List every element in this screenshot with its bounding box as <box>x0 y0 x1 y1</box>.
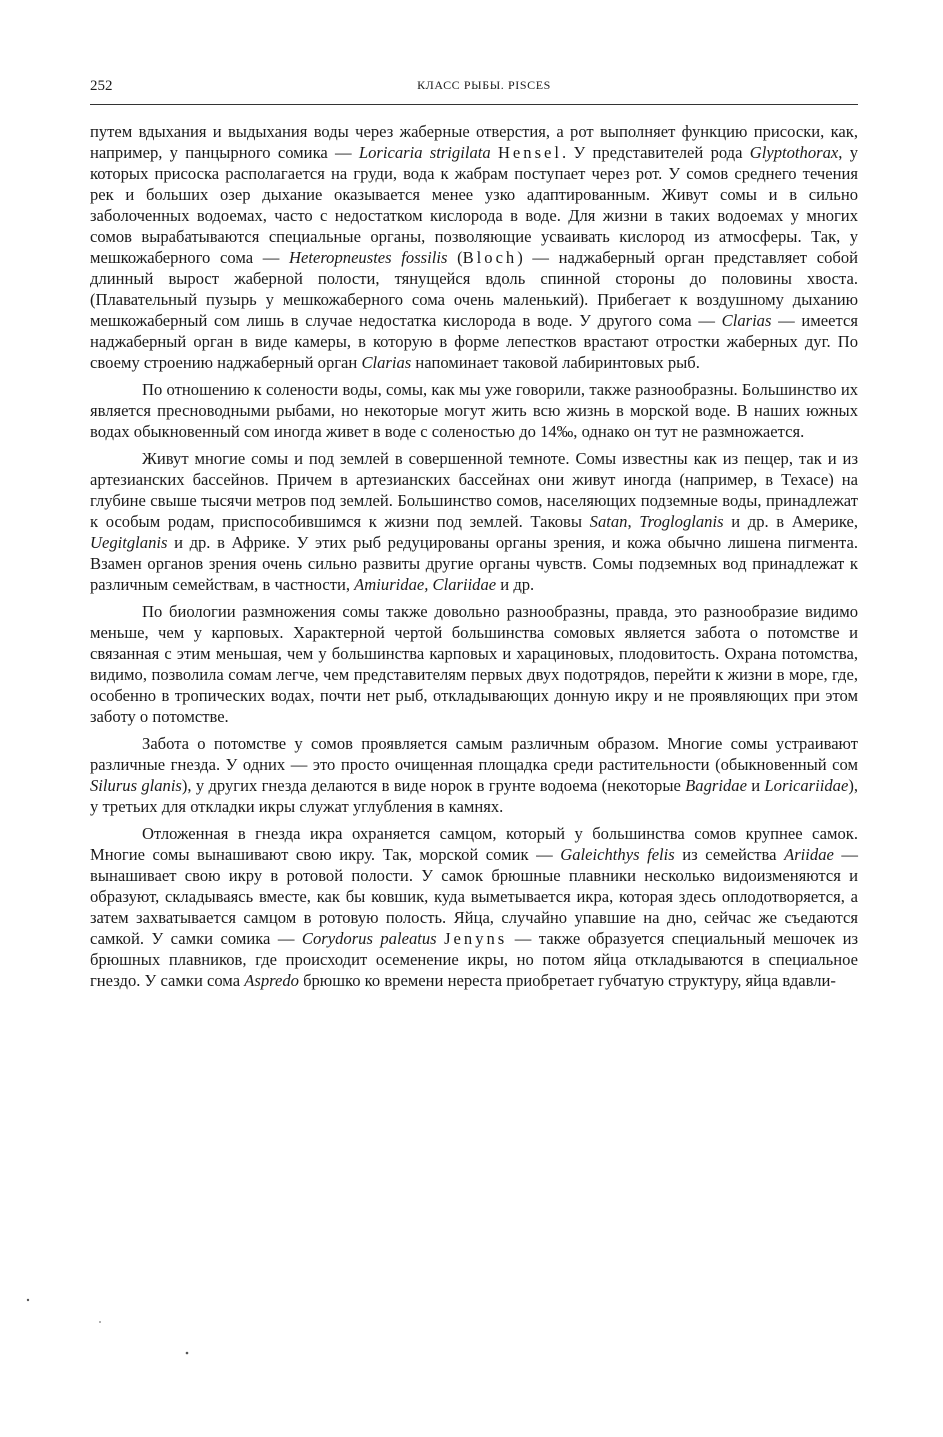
latin-name: Galeichthys felis <box>560 845 675 864</box>
latin-name: Ariidae <box>784 845 834 864</box>
author-name: Jenyns <box>444 929 508 948</box>
text-run <box>491 143 498 162</box>
text-run: , <box>627 512 640 531</box>
text-run: — также образуется специальный мешочек из брюшных плавников, где происходит осеменение икры, но потом яйца откладываются в специальное гнездо. У самки сома <box>90 929 858 990</box>
latin-name: Uegitglanis <box>90 533 168 552</box>
text-run: напоминает таковой лабиринтовых рыб. <box>411 353 700 372</box>
text-run: ), у третьих для откладки икры служат углубления в камнях. <box>90 776 859 816</box>
text-run: и др. в Америке, <box>723 512 858 531</box>
text-run: — вынашивает свою икру в ротовой полости. У самок брюшные плавники несколько видоизменяются и образуют, складываясь вместе, как бы ковшик, куда выметывается икра, которая здесь оплодотворяется, а затем захватывается самцом в ротовую полость. Яйца, случайно упавшие на дно, сейчас же съедаются самкой. У самки сомика — <box>90 845 858 948</box>
text-run: ( <box>447 248 463 267</box>
text-run: . У представителей рода <box>562 143 750 162</box>
latin-name: Loricariidae <box>764 776 849 795</box>
text-run <box>437 929 444 948</box>
text-run: ), у других гнезда делаются в виде норок в грунте водоема (некоторые <box>181 776 686 795</box>
header-rule <box>90 104 858 105</box>
text-run: и <box>746 776 765 795</box>
latin-name: Heteropneustes fossilis <box>289 248 448 267</box>
text-run: Забота о потомстве у сомов проявляется самым различным образом. Многие сомы устраивают различные гнезда. У одних — это просто очищенная площадка среди растительности (обыкновенный сом <box>90 734 858 774</box>
paragraph <box>90 448 858 595</box>
text-run: брюшко ко времени нереста приобретает губчатую структуру, яйца вдавли- <box>298 971 836 990</box>
latin-name: Amiuridae, Clariidae <box>354 575 497 594</box>
text-run: и др. в Африке. У этих рыб редуцированы органы зрения, и кожа обычно лишена пигмента. Взамен органов зрения очень сильно развиты другие органы чувств. Сомы подземных вод принадлежат к различным семействам, в частности, <box>90 533 858 594</box>
paragraph <box>90 121 858 373</box>
text-run: По отношению к солености воды, сомы, как мы уже говорили, также разнообразны. Большинство их является пресноводными рыбами, но некоторые могут жить всю жизнь в морской воде. В наших южных водах обыкновенный сом иногда живет в воде с соленостью до 14‰, однако он тут не размножается. <box>90 380 858 441</box>
text-run: По биологии размножения сомы также довольно разнообразны, правда, это разнообразие видимо меньше, чем у карповых. Характерной чертой большинства сомовых является забота о потомстве и связанная с этим меньшая, чем у большинства карповых и харациновых, плодовитость. Охрана потомства, видимо, позволила сомам легче, чем представителям первых двух подотрядов, перейти к жизни в море, где, особенно в тропических водах, почти нет рыб, откладывающих донную икру и не проявляющих при этом заботу о потомстве. <box>90 602 858 726</box>
latin-name: Loricaria strigilata <box>358 143 491 162</box>
book-page <box>90 78 858 991</box>
latin-name: Trogloglanis <box>639 512 724 531</box>
latin-name: Bagridae <box>685 776 747 795</box>
body-text <box>90 121 858 991</box>
paragraph <box>90 733 858 817</box>
latin-name: Aspredo <box>244 971 299 990</box>
latin-name: Clarias <box>721 311 772 330</box>
author-name: Hensel <box>497 143 563 162</box>
latin-name: Silurus glanis <box>90 776 182 795</box>
latin-name: Clarias <box>361 353 412 372</box>
text-run: — имеется наджаберный орган в виде камеры, в которую в форме лепестков врастают отростки жаберных дуг. По своему строению наджаберный орган <box>90 311 858 372</box>
latin-name: Satan <box>589 512 628 531</box>
text-run: Отложенная в гнезда икра охраняется самцом, который у большинства сомов крупнее самок. Многие сомы вынашивают свою икру. Так, морской сомик — <box>90 824 858 864</box>
speck <box>99 1321 101 1323</box>
author-name: Bloch <box>462 248 518 267</box>
speck <box>186 1352 189 1355</box>
running-title: КЛАСС РЫБЫ. PISCES <box>417 78 551 92</box>
paragraph <box>90 601 858 727</box>
latin-name: Glyptothorax <box>749 143 839 162</box>
text-run: Живут многие сомы и под землей в совершенной темноте. Сомы известны как из пещер, так и из артезианских бассейнов. Причем в артезианских бассейнах они живут иногда (например, в Техасе) на глубине свыше тысячи метров под землей. Большинство сомов, населяющих подземные воды, принадлежат к особым родам, приспособившимся к жизни под землей. Таковы <box>90 449 858 531</box>
latin-name: Corydorus paleatus <box>301 929 437 948</box>
paragraph <box>90 823 858 991</box>
page-number: 252 <box>90 78 113 94</box>
speck <box>27 1299 29 1301</box>
text-run: , у которых присоска располагается на груди, вода к жабрам поступает через рот. У сомов среднего течения рек и больших озер дыхание оказывается менее узко адаптированным. Живут сомы и в сильно заболоченных водоемах, часто с недостатком кислорода в воде. Для жизни в таких водоемах у многих сомов вырабатываются специальные органы, позволяющие усваивать кислород из атмосферы. Так, у мешкожаберного сома — <box>90 143 858 267</box>
text-run: из семейства <box>674 845 785 864</box>
text-run: путем вдыхания и выдыхания воды через жаберные отверстия, а рот выполняет функцию присоски, как, например, у панцырного сомика — <box>90 122 858 162</box>
text-run: и др. <box>496 575 535 594</box>
text-run: ) — наджаберный орган представляет собой длинный вырост жаберной полости, тянущейся вдоль спинной стороны до половины хвоста. (Плавательный пузырь у мешкожаберного сома очень маленький). Прибегает к воздушному дыханию мешкожаберный сом лишь в случае недостатка кислорода в воде. У другого сома — <box>90 248 858 330</box>
paragraph <box>90 379 858 442</box>
running-head <box>90 78 858 104</box>
